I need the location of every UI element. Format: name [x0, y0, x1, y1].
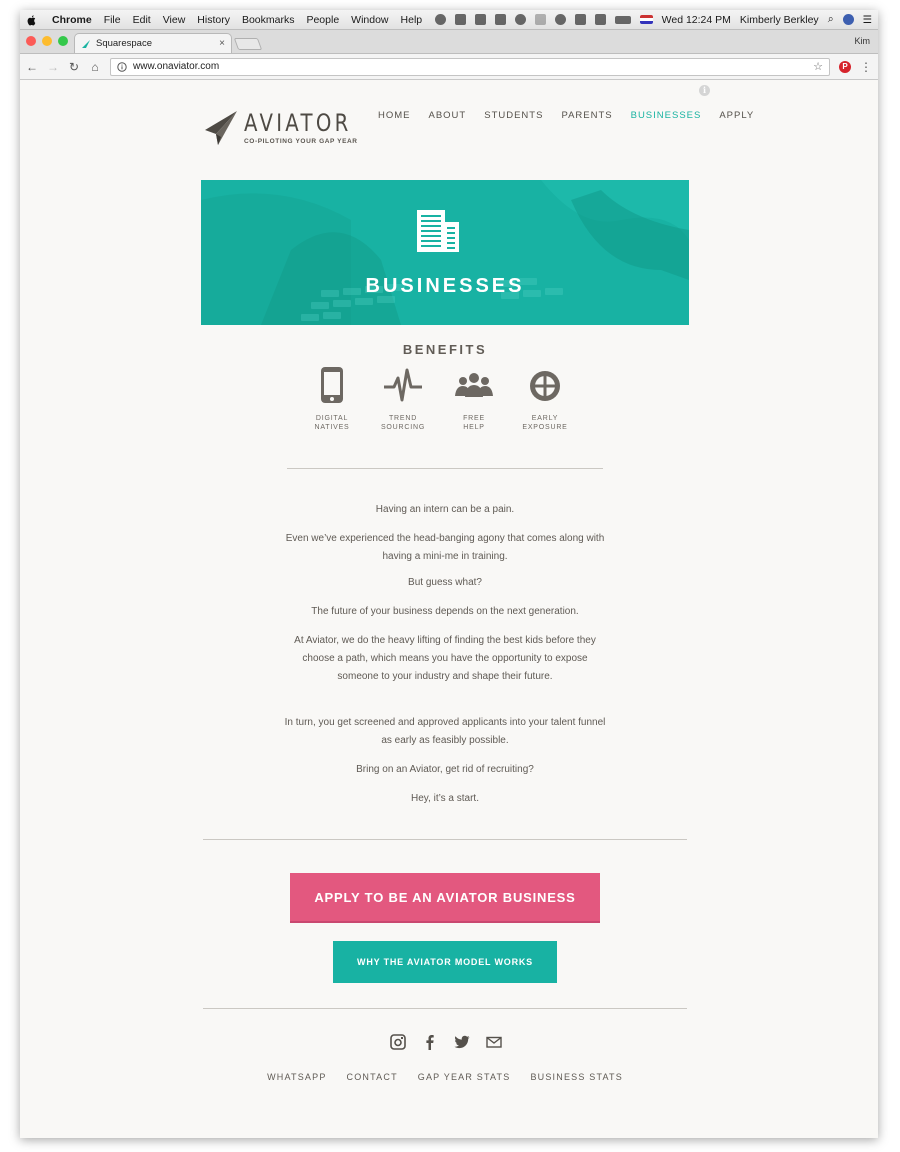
browser-toolbar [20, 54, 878, 80]
hero-banner [201, 180, 689, 325]
nav-about[interactable]: ABOUT [428, 110, 467, 121]
zoom-window-button[interactable] [58, 36, 68, 46]
nav-apply[interactable]: APPLY [719, 110, 755, 121]
instagram-icon[interactable] [390, 1034, 406, 1050]
drive-icon[interactable] [475, 14, 486, 25]
copy-paragraph: Bring on an Aviator, get rid of recruiting? [356, 764, 534, 775]
copy-paragraph: In turn, you get screened and approved applicants into your talent funnel as early as feasibly possible. [284, 717, 606, 746]
page-info-icon[interactable]: i [699, 85, 710, 96]
site-logo[interactable] [204, 110, 375, 146]
copy-highlight: At Aviator, we do the heavy lifting of finding the best kids before they choose a path, which means you have the opportunity to expose someone to your industry and shape their future. [294, 635, 596, 682]
divider [203, 1008, 687, 1009]
bluetooth-icon[interactable] [535, 14, 546, 25]
bookmark-star-icon[interactable]: ☆ [813, 61, 823, 73]
crosshair-icon [525, 366, 565, 406]
notification-center-icon[interactable]: ☰ [862, 13, 872, 26]
brand-tagline: CO-PILOTING YOUR GAP YEAR [244, 138, 358, 145]
menu-history[interactable]: History [197, 13, 230, 26]
battery-icon[interactable] [615, 16, 631, 24]
creative-cloud-icon[interactable] [435, 14, 446, 25]
upload-icon[interactable] [495, 14, 506, 25]
benefit-trend-sourcing [368, 366, 438, 432]
benefit-digital-natives [297, 366, 367, 432]
chrome-menu-icon[interactable]: ⋮ [860, 59, 872, 74]
divider [203, 839, 687, 840]
web-page [20, 80, 878, 1138]
mail-icon[interactable] [486, 1034, 502, 1050]
tab-close-icon[interactable]: × [219, 38, 225, 49]
back-arrow-icon[interactable]: ← [26, 59, 38, 74]
apple-icon[interactable] [26, 14, 38, 26]
social-links [390, 1034, 502, 1050]
wifi-icon[interactable] [555, 14, 566, 25]
benefit-label: FREE HELP [463, 415, 485, 431]
home-icon[interactable]: ⌂ [91, 59, 99, 74]
twitter-icon[interactable] [454, 1034, 470, 1050]
browser-window [20, 10, 878, 1138]
aviator-model-button[interactable]: WHY THE AVIATOR MODEL WORKS [333, 941, 557, 983]
main-nav [378, 110, 754, 121]
menu-bookmarks[interactable]: Bookmarks [241, 13, 295, 26]
benefit-early-exposure [510, 366, 580, 432]
pinterest-extension-icon[interactable]: P [839, 61, 851, 73]
brand-name: AVIATOR [244, 109, 352, 137]
logo-wordmark [244, 111, 375, 145]
paper-plane-icon [204, 110, 238, 146]
window-controls [26, 36, 68, 46]
menu-people[interactable]: People [306, 13, 340, 26]
squarespace-favicon-icon [81, 39, 91, 49]
airplay-icon[interactable] [575, 14, 586, 25]
address-bar[interactable] [110, 58, 830, 76]
benefit-label: TREND SOURCING [380, 415, 426, 431]
info-icon[interactable] [117, 62, 127, 72]
reload-icon[interactable]: ↻ [68, 59, 80, 74]
time-machine-icon[interactable] [515, 14, 526, 25]
siri-icon[interactable] [843, 14, 854, 25]
tab-title: Squarespace [96, 38, 152, 49]
url-text[interactable]: www.onaviator.com [133, 61, 220, 72]
copy-paragraph: Hey, it’s a start. [411, 793, 479, 804]
menu-window[interactable]: Window [351, 13, 389, 26]
benefits-heading: BENEFITS [402, 342, 488, 357]
pulse-icon [383, 366, 423, 406]
nav-businesses[interactable]: BUSINESSES [630, 110, 702, 121]
menu-edit[interactable]: Edit [132, 13, 151, 26]
spotlight-search-icon[interactable]: ⌕ [827, 13, 834, 25]
building-icon [415, 208, 461, 254]
benefit-label: DIGITAL NATIVES [314, 415, 350, 431]
copy-paragraph: But guess what? [408, 577, 482, 588]
copy-paragraph: Even we’ve experienced the head-banging agony that comes along with having a mini-me in training. [285, 533, 605, 562]
footer-nav [201, 1072, 689, 1082]
menu-app-name[interactable]: Chrome [52, 13, 92, 26]
hero-title: BUSINESSES [365, 275, 525, 297]
nav-students[interactable]: STUDENTS [484, 110, 544, 121]
copy-paragraph: The future of your business depends on the next generation. [311, 606, 579, 617]
minimize-window-button[interactable] [42, 36, 52, 46]
smartphone-icon [312, 366, 352, 406]
people-icon [454, 366, 494, 406]
copy-headline: Having an intern can be a pain. [375, 504, 515, 515]
tab-strip [20, 30, 878, 54]
divider [287, 468, 603, 469]
menubar-user[interactable]: Kimberly Berkley [739, 13, 819, 26]
apply-business-button[interactable]: APPLY TO BE AN AVIATOR BUSINESS [290, 873, 600, 923]
menu-view[interactable]: View [162, 13, 186, 26]
input-source-flag-icon[interactable] [640, 15, 653, 24]
new-tab-button[interactable] [234, 38, 262, 50]
footer-link-business-stats[interactable]: BUSINESS STATS [530, 1072, 623, 1082]
menu-help[interactable]: Help [400, 13, 423, 26]
benefit-free-help [439, 366, 509, 432]
status-tray [435, 13, 872, 26]
menubar-clock[interactable]: Wed 12:24 PM [661, 13, 731, 26]
benefit-label: EARLY EXPOSURE [522, 415, 568, 431]
facebook-icon[interactable] [422, 1034, 438, 1050]
nav-home[interactable]: HOME [378, 110, 411, 121]
footer-link-whatsapp[interactable]: WHATSAPP [267, 1072, 327, 1082]
nav-parents[interactable]: PARENTS [561, 110, 613, 121]
footer-link-gap-year-stats[interactable]: GAP YEAR STATS [417, 1072, 511, 1082]
menu-file[interactable]: File [103, 13, 121, 26]
dropbox-icon[interactable] [455, 14, 466, 25]
system-menu-bar [20, 10, 878, 30]
profile-name[interactable]: Kim [854, 36, 870, 46]
browser-tab-active[interactable] [74, 33, 232, 53]
footer-link-contact[interactable]: CONTACT [346, 1072, 398, 1082]
volume-icon[interactable] [595, 14, 606, 25]
forward-arrow-icon[interactable]: → [47, 59, 59, 74]
close-window-button[interactable] [26, 36, 36, 46]
